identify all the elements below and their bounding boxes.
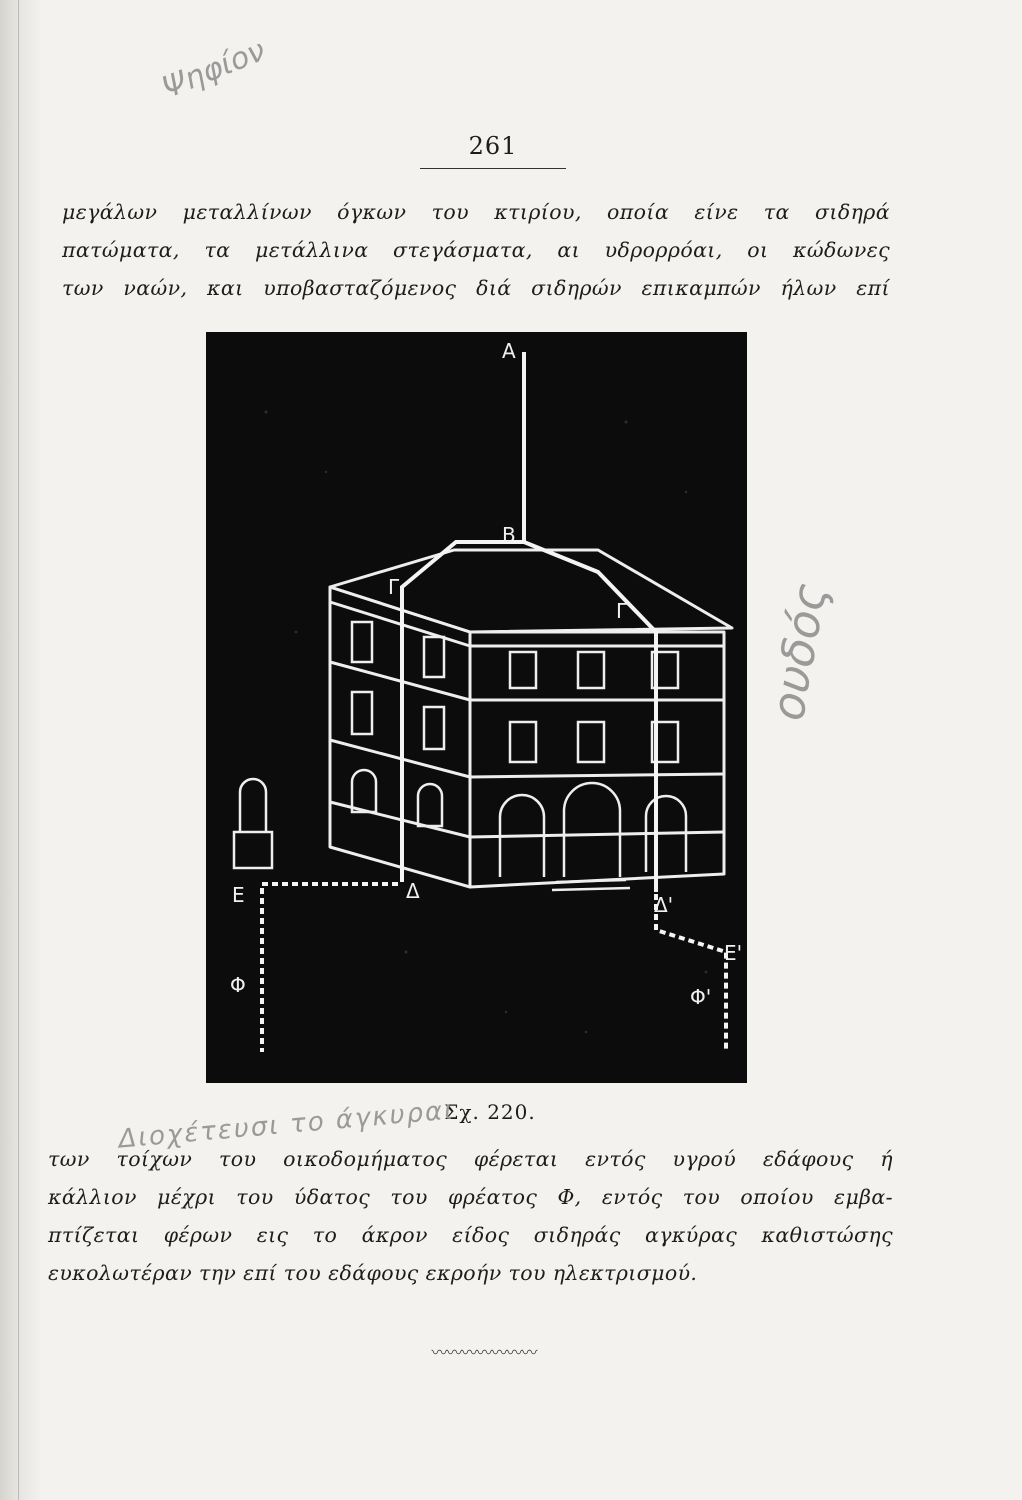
figure-caption: Σχ. 220. bbox=[444, 1100, 536, 1124]
conductor-left bbox=[402, 542, 524, 882]
label-F1: Φ bbox=[230, 973, 246, 997]
label-F2: Φ' bbox=[690, 985, 712, 1009]
paragraph-top bbox=[62, 193, 890, 307]
text-line: των τοίχων του οικοδομήματος φέρεται εντός υγρού εδάφους ή bbox=[48, 1147, 893, 1171]
paragraph-bottom bbox=[48, 1140, 893, 1292]
pencil-note-top: Ψηφίον bbox=[157, 33, 271, 106]
label-B: Β bbox=[502, 523, 516, 547]
label-D2: Δ' bbox=[654, 893, 674, 917]
ground-path-left bbox=[262, 884, 398, 1052]
label-E1: Ε bbox=[232, 883, 245, 907]
well bbox=[234, 779, 272, 868]
text-line: πατώματα, τα μετάλλινα στεγάσματα, αι υδρορρόαι, οι κώδωνες bbox=[62, 238, 890, 262]
label-E2: Ε' bbox=[724, 941, 743, 965]
text-line: των ναών, και υποβασταζόμενος διά σιδηρών επικαμπών ήλων επί bbox=[62, 276, 890, 300]
label-G1: Γ bbox=[388, 575, 400, 599]
building-illustration bbox=[206, 332, 747, 1083]
text-line: πτίζεται φέρων εις το άκρον είδος σιδηράς αγκύρας καθιστώσης bbox=[48, 1223, 893, 1247]
pencil-note-side: ουδός bbox=[760, 579, 838, 725]
page-number: 261 bbox=[468, 132, 518, 160]
text-line: ευκολωτέραν την επί του εδάφους εκροήν του ηλεκτρισμού. bbox=[48, 1261, 698, 1285]
label-G2: Γ bbox=[616, 599, 628, 623]
pencil-note-caption: Διοχέτευσι το άγκυραι bbox=[117, 1095, 457, 1155]
page-number-rule bbox=[420, 168, 566, 169]
label-D1: Δ bbox=[406, 879, 420, 903]
text-line: κάλλιον μέχρι του ύδατος του φρέατος Φ, εντός του οποίου εμβα- bbox=[48, 1185, 893, 1209]
label-A: Α bbox=[502, 339, 516, 363]
end-ornament: 〰〰〰〰〰〰〰 bbox=[431, 1343, 537, 1362]
lightning-rod-figure bbox=[206, 332, 747, 1083]
text-line: μεγάλων μεταλλίνων όγκων του κτιρίου, οποία είνε τα σιδηρά bbox=[62, 200, 890, 224]
ground-path-right bbox=[656, 894, 726, 1052]
page-binding-edge bbox=[0, 0, 42, 1500]
